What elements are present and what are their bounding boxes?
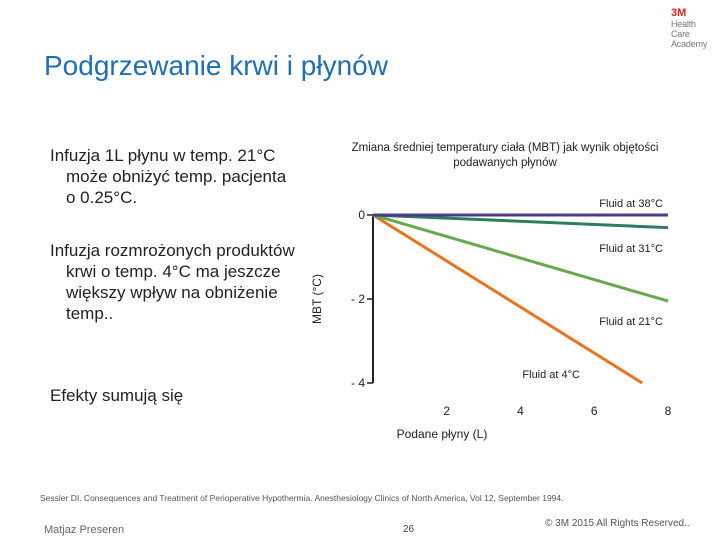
logo-line-2: Care xyxy=(671,29,690,39)
mbt-line-chart xyxy=(300,195,700,445)
bullet-text-3: Efekty sumują się xyxy=(50,386,184,405)
y-axis-label: MBT (°C) xyxy=(310,274,324,324)
x-tick-label: 4 xyxy=(517,404,524,418)
copyright-notice: © 3M 2015 All Rights Reserved.. xyxy=(545,518,690,529)
x-tick-label: 8 xyxy=(664,404,672,418)
logo-brand: 3M xyxy=(671,7,687,19)
series-line-4 xyxy=(373,215,642,383)
x-tick-label: 2 xyxy=(443,404,451,418)
bullet-text-1: Infuzja 1L płynu w temp. 21°C może obniżyć temp. pacjenta o 0.25°C. xyxy=(50,146,287,207)
footnote-citation: Sessler DI. Consequences and Treatment of Perioperative Hypothermia. Anesthesiology Clinics of North America, Vol 12, September 1994. xyxy=(40,493,564,503)
x-tick-label: 6 xyxy=(590,404,598,418)
author-name: Matjaz Preseren xyxy=(44,524,125,536)
series-label-3: Fluid at 21°C xyxy=(599,316,663,328)
series-label-1: Fluid at 38°C xyxy=(599,198,663,210)
series-line-3 xyxy=(373,215,668,301)
slide-title: Podgrzewanie krwi i płynów xyxy=(44,50,388,81)
x-axis-label: Podane płyny (L) xyxy=(396,427,488,441)
chart-title: Zmiana średniej temperatury ciała (MBT) jak wynik objętości podawanych płynów xyxy=(351,142,659,169)
bullet-item-1 xyxy=(50,145,300,208)
series-label-2: Fluid at 31°C xyxy=(599,243,663,255)
series-label-4: Fluid at 4°C xyxy=(522,369,580,381)
y-tick-label: - 4 xyxy=(350,376,365,390)
logo-line-3: Academy xyxy=(671,39,708,49)
bullet-item-2 xyxy=(50,240,300,324)
3m-health-care-academy-logo xyxy=(671,8,717,52)
bullet-item-3 xyxy=(50,385,300,406)
series-line-2 xyxy=(373,215,668,228)
y-tick-label: - 2 xyxy=(350,292,365,306)
page-number: 26 xyxy=(403,524,415,535)
logo-line-1: Health xyxy=(671,19,696,29)
bullet-text-2: Infuzja rozmrożonych produktów krwi o temp. 4°C ma jeszcze większy wpływ na obniżenie temp.. xyxy=(50,241,295,323)
y-tick-label: 0 xyxy=(358,208,365,222)
